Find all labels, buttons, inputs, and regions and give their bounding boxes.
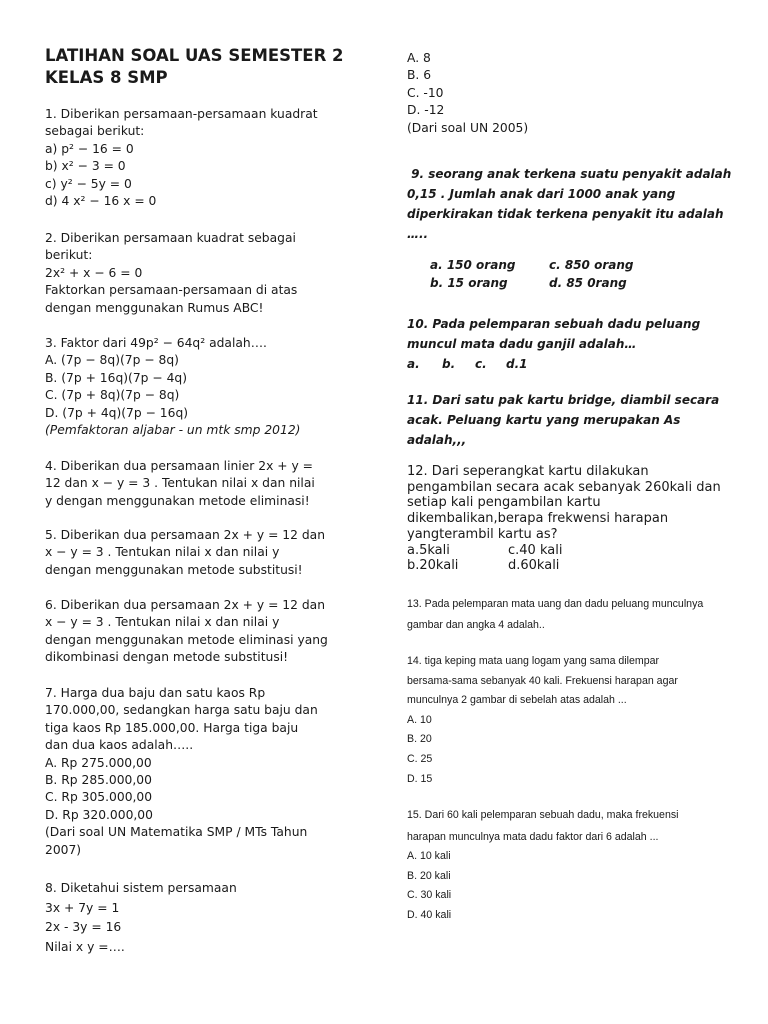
question-10: 10. Pada pelemparan sebuah dadu peluang muncul mata dadu ganjil adalah… a. b. c. d.1	[407, 314, 700, 374]
question-6: 6. Diberikan dua persamaan 2x + y = 12 dan x − y = 3 . Tentukan nilai x dan nilai y dengan menggunakan metode eliminasi yang dikombinasi dengan metode substitusi!	[45, 598, 328, 665]
question-9-options: a. 150 orang c. 850 orang b. 15 orang d. 85 0rang	[430, 258, 634, 290]
question-8-options: A. 8 B. 6 C. -10 D. -12 (Dari soal UN 2005)	[407, 51, 529, 135]
question-12: 12. Dari seperangkat kartu dilakukan pengambilan secara acak sebanyak 260kali dan setiap kali pengambilan kartu dikembalikan,berapa frekwensi harapan yangterambil kartu as? a.5kali c.40 kali b.20kali d.60kali	[407, 464, 721, 574]
question-12-options-row-2: b.20kali d.60kali	[407, 558, 560, 574]
question-7: 7. Harga dua baju dan satu kaos Rp 170.000,00, sedangkan harga satu baju dan tiga kaos Rp 185.000,00. Harga tiga baju dan dua kaos adalah….. A. Rp 275.000,00 B. Rp 285.000,00 C. Rp 305.000,00 D. Rp 320.000,00 (Dari soal UN Matematika SMP / MTs Tahun 2007)	[45, 686, 318, 857]
question-9: 9. seorang anak terkena suatu penyakit adalah 0,15 . Jumlah anak dari 1000 anak yang diperkirakan tidak terkena penyakit itu adalah …..	[407, 167, 732, 241]
question-3: 3. Faktor dari 49p² − 64q² adalah…. A. (7p − 8q)(7p − 8q) B. (7p + 16q)(7p − 4q) C. (7p + 8q)(7p − 8q) D. (7p + 4q)(7p − 16q) (Pemfaktoran aljabar - un mtk smp 2012)	[45, 335, 300, 439]
question-12-options-row-1: a.5kali c.40 kali	[407, 542, 563, 558]
document-title: LATIHAN SOAL UAS SEMESTER 2 KELAS 8 SMP	[45, 46, 344, 87]
question-10-options: a. b. c. d.1	[407, 357, 528, 371]
question-4: 4. Diberikan dua persamaan linier 2x + y = 12 dan x − y = 3 . Tentukan nilai x dan nilai y dengan menggunakan metode eliminasi!	[45, 459, 315, 508]
question-5: 5. Diberikan dua persamaan 2x + y = 12 dan x − y = 3 . Tentukan nilai x dan nilai y dengan menggunakan metode substitusi!	[45, 528, 325, 577]
question-1: 1. Diberikan persamaan-persamaan kuadrat sebagai berikut: a) p² − 16 = 0 b) x² − 3 = 0 c) y² − 5y = 0 d) 4 x² − 16 x = 0	[45, 107, 318, 209]
question-8: 8. Diketahui sistem persamaan 3x + 7y = 1 2x - 3y = 16 Nilai x y =….	[45, 881, 237, 954]
question-3-source: (Pemfaktoran aljabar - un mtk smp 2012)	[45, 423, 301, 438]
question-13: 13. Pada pelemparan mata uang dan dadu peluang munculnya gambar dan angka 4 adalah..	[407, 598, 704, 631]
question-2: 2. Diberikan persamaan kuadrat sebagai berikut: 2x² + x − 6 = 0 Faktorkan persamaan-persamaan di atas dengan menggunakan Rumus ABC!	[45, 231, 298, 315]
question-14: 14. tiga keping mata uang logam yang sama dilempar bersama-sama sebanyak 40 kali. Frekuensi harapan agar munculnya 2 gambar di sebelah atas adalah ... A. 10 B. 20 C. 25 D. 15	[407, 655, 678, 785]
question-11: 11. Dari satu pak kartu bridge, diambil secara acak. Peluang kartu yang merupakan As adalah,,,	[407, 393, 720, 447]
question-15: 15. Dari 60 kali pelemparan sebuah dadu, maka frekuensi harapan munculnya mata dadu faktor dari 6 adalah ... A. 10 kali B. 20 kali C. 30 kali D. 40 kali	[407, 809, 679, 921]
